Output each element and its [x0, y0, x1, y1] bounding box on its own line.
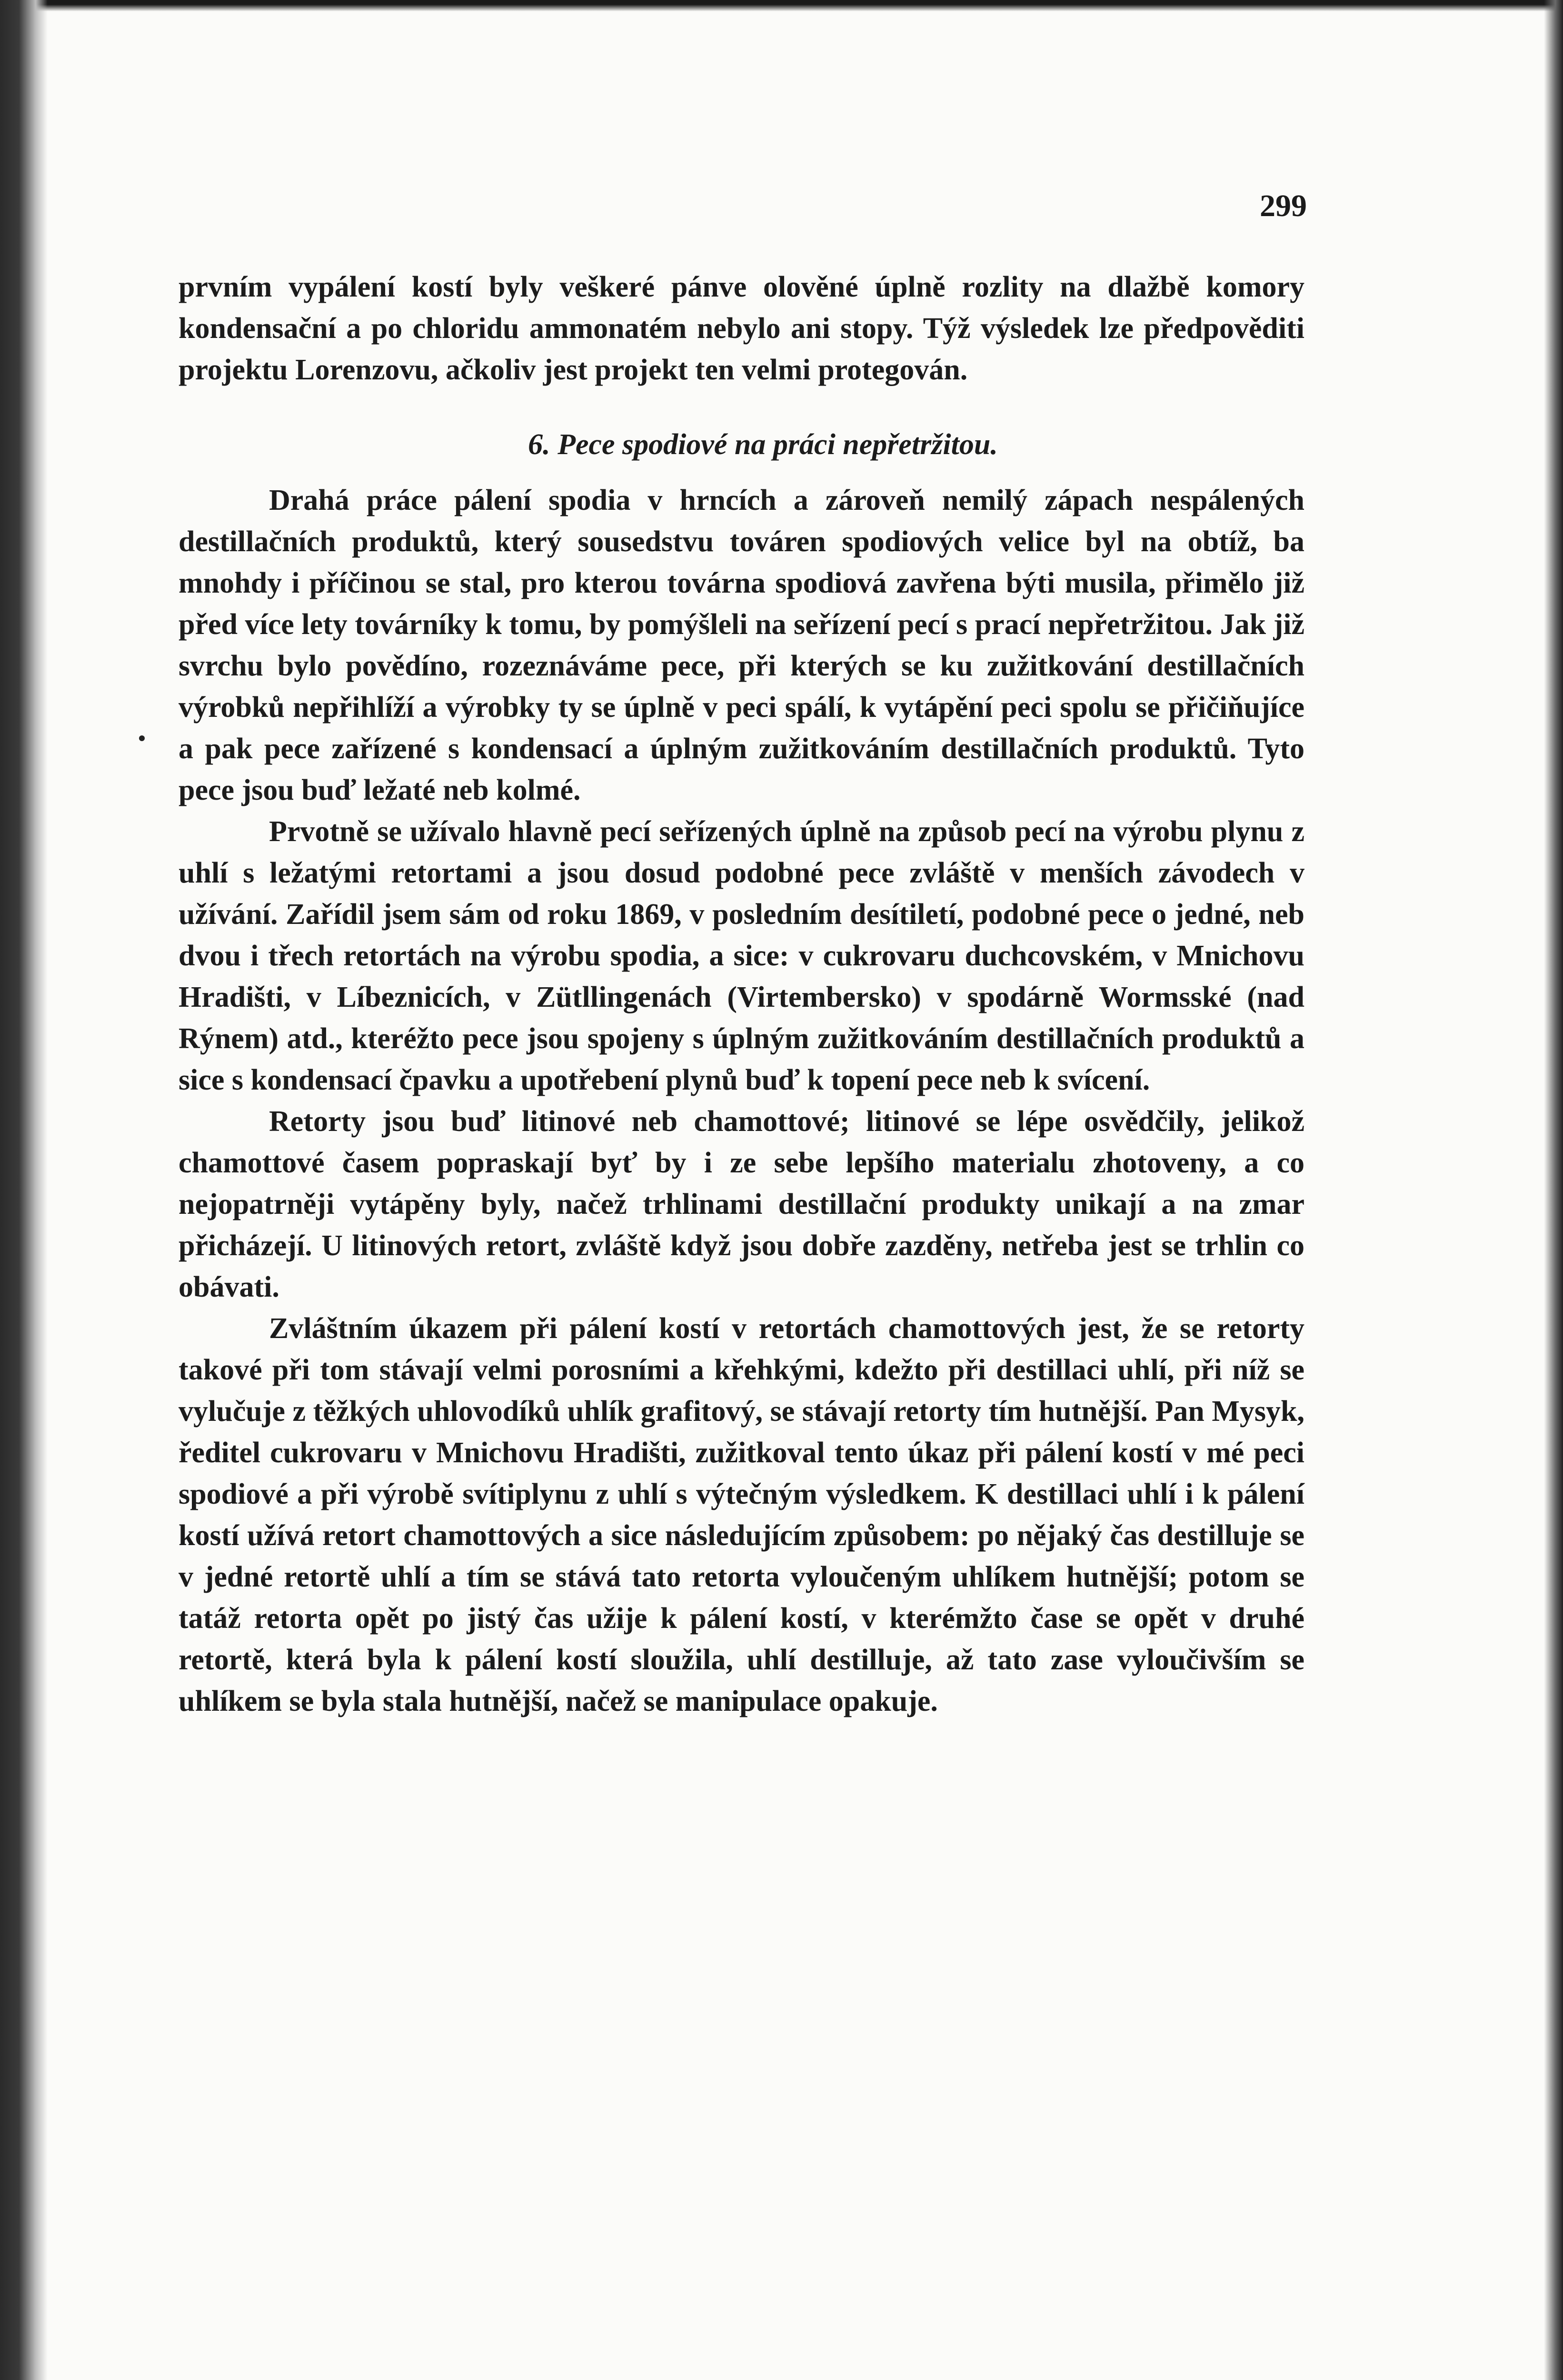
body-text	[179, 267, 1304, 1722]
paragraph: Retorty jsou buď litinové neb chamottové; litinové se lépe osvědčily, jelikož chamottové časem popraskají byť by i ze sebe lepšího materialu zhotoveny, a co nejopatrněji vytápěny byly, načež trhlinami destillační produkty unikají a na zmar přicházejí. U litinových retort, zvláště když jsou dobře zazděny, netřeba jest se trhlin co obávati.	[179, 1105, 1304, 1303]
scan-speck	[139, 735, 145, 741]
page-number: 299	[1260, 188, 1307, 223]
paragraph: Prvotně se užívalo hlavně pecí seřízených úplně na způsob pecí na výrobu plynu z uhlí s ležatými retortami a jsou dosud podobné pece zvláště v menších závodech v užívání. Zařídil jsem sám od roku 1869, v posledním desítiletí, podobné pece o jedné, neb dvou i třech retortách na výrobu spodia, a sice: v cukrovaru duchcovském, v Mnichovu Hradišti, v Líbeznicích, v Zütllingenách (Virtembersko) v spodárně Wormsské (nad Rýnem) atd., kteréžto pece jsou spojeny s úplným zužitkováním destillačních produktů a sice s kondensací čpavku a upotřebení plynů buď k topení pece neb k svícení.	[179, 815, 1304, 1096]
scan-edge-top	[0, 0, 1563, 11]
section-heading: 6. Pece spodiové na práci nepřetržitou.	[528, 428, 998, 461]
scan-edge-left	[0, 0, 48, 2380]
scan-edge-right	[1544, 0, 1563, 2380]
paragraph: Drahá práce pálení spodia v hrncích a zároveň nemilý zápach nespálených destillačních produktů, který sousedstvu továren spodiových velice byl na obtíž, ba mnohdy i příčinou se stal, pro kterou továrna spodiová zavřena býti musila, přimělo již před více lety továrníky k tomu, by pomýšleli na seřízení pecí s prací nepřetržitou. Jak již svrchu bylo povědíno, rozeznáváme pece, při kterých se ku zužitkování destillačních výrobků nepřihlíží a výrobky ty se úplně v peci spálí, k vytápění peci spolu se přičiňujíce a pak pece zařízené s kondensací a úplným zužitkováním destillačních produktů. Tyto pece jsou buď ležaté neb kolmé.	[179, 484, 1304, 806]
paragraph-continued: prvním vypálení kostí byly veškeré pánve olověné úplně rozlity na dlažbě komory kondensační a po chloridu ammonatém nebylo ani stopy. Týž výsledek lze předpověditi projektu Lorenzovu, ačkoliv jest projekt ten velmi protegován.	[179, 271, 1304, 386]
paragraph: Zvláštním úkazem při pálení kostí v retortách chamottových jest, že se retorty takové při tom stávají velmi porosními a křehkými, kdežto při destillaci uhlí, při níž se vylučuje z těžkých uhlovodíků uhlík grafitový, se stávají retorty tím hutnější. Pan Mysyk, ředitel cukrovaru v Mnichovu Hradišti, zužitkoval tento úkaz při pálení kostí v mé peci spodiové a při výrobě svítiplynu z uhlí s výtečným výsledkem. K destillaci uhlí i k pálení kostí užívá retort chamottových a sice následujícím způsobem: po nějaký čas destilluje se v jedné retortě uhlí a tím se stává tato retorta vyloučeným uhlíkem hutnější; potom se tatáž retorta opět po jistý čas užije k pálení kostí, v kterémžto čase se opět v druhé retortě, která byla k pálení kostí sloužila, uhlí destilluje, až tato zase vyloučivším se uhlíkem se byla stala hutnější, načež se manipulace opakuje.	[179, 1312, 1304, 1717]
